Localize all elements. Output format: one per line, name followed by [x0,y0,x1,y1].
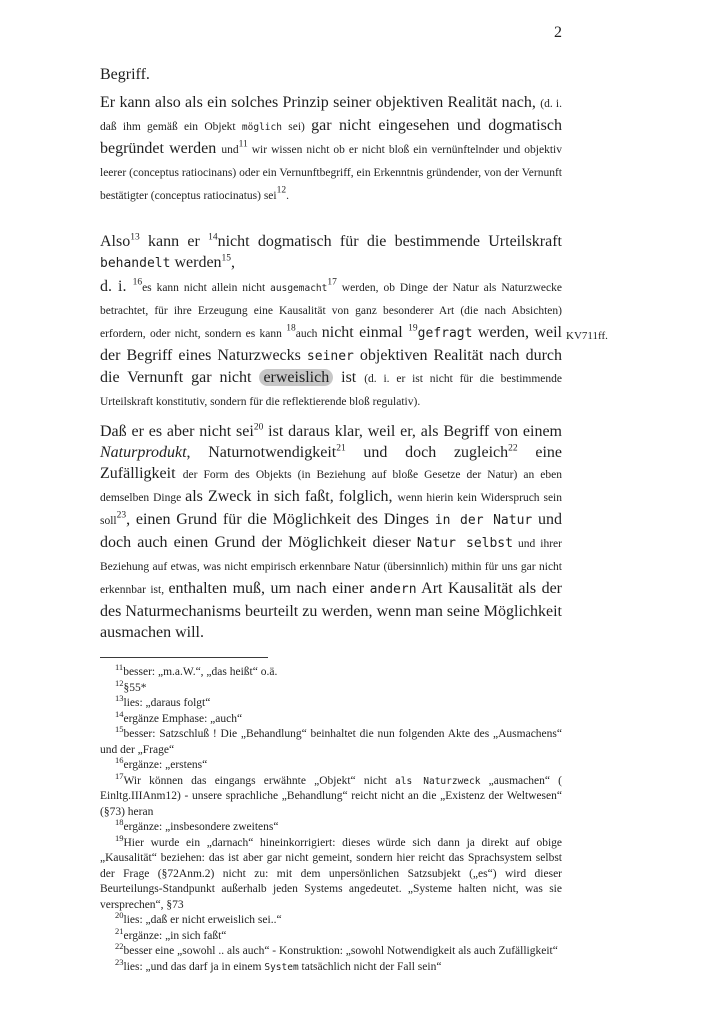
footnote-number: 23 [115,956,124,967]
text-segment: gar nicht eingesehen und dogmatisch begründet werden [100,117,563,157]
footnote-15 [100,724,562,758]
text-segment: behandelt [100,256,171,271]
footnote-text [124,961,442,973]
paragraph-4 [100,421,562,643]
footnote-19 [100,832,562,914]
footnote-marker: 19 [408,323,418,334]
footnote-number: 16 [115,755,124,766]
footnote-text [124,914,282,926]
text-segment: besser eine „sowohl .. als auch“ - Konstruktion: „sowohl Notwendigkeit als auch Zufälligkeit“ [123,945,558,957]
footnote-marker: 21 [336,443,346,454]
text-segment: sei) [281,121,312,133]
footnote-marker: 18 [286,323,296,334]
section-heading: Begriff. [100,66,150,83]
footnote-17 [100,770,562,821]
footnote-number: 15 [115,724,124,735]
text-segment: kann er [139,233,209,250]
text-segment: auch [295,328,322,340]
text-segment: möglich [241,122,282,133]
footnote-20 [100,910,562,929]
footnote-23 [100,956,562,976]
text-segment: Art Kausalität als der des Naturmechanisms beurteilt zu werden, wenn man seine Möglichkeit ausmachen will. [100,580,562,641]
text-segment: ergänze: „insbesondere zweitens“ [123,821,279,833]
footnote-text [124,713,243,725]
footnote-22 [100,941,562,960]
text-segment: Er kann also als ein solches Prinzip seiner objektiven Realität nach, [100,94,541,111]
footnote-number: 19 [115,832,124,843]
text-segment: nicht dogmatisch für die bestimmende Urteilskraft [217,233,562,250]
footnote-number: 13 [115,693,124,704]
text-segment: , Naturnotwendigkeit [186,444,337,461]
footnote-text [124,821,279,833]
footnote-marker: 15 [221,253,232,264]
text-segment: werden, ob Dinge der Natur als Naturzwecke betrachtet, für ihre Erzeugung eine Kausalität von ganz besonderer Art (die nach Absichten) erfordern, oder nicht, sondern es kann [100,282,562,340]
footnote-marker: 17 [327,277,337,288]
paragraph-2 [100,231,562,274]
text-segment: §55* [123,681,147,694]
footnote-text [124,945,558,957]
footnote-11 [100,662,562,681]
text-segment: lies: „daraus folgt“ [123,697,211,709]
text-segment: Wir können das eingangs erwähnte „Objekt“ nicht [123,774,396,787]
text-segment: ausgemacht [270,283,328,294]
text-segment: und ihrer Beziehung auf etwas, was nicht empirisch erkennbare Natur (übersinnlich) mithin für uns gar nicht erkennbar ist, [100,538,562,596]
text-segment: gefragt [417,326,473,341]
footnote-12 [100,677,562,697]
text-segment: objektiven Realität nach durch die Vernunft gar nicht [100,347,562,386]
text-segment: Daß er es aber nicht sei [100,423,254,440]
footnote-marker: 22 [508,443,518,454]
text-segment: lies: „und das darf ja in einem [123,960,265,973]
footnote-number: 21 [115,925,124,936]
footnote-13 [100,693,562,712]
footnote-text [100,728,562,756]
footnote-marker: 12 [276,185,287,196]
footnote-number: 11 [115,662,124,673]
text-segment: ergänze: „in sich faßt“ [123,929,227,942]
text-segment: . [286,190,289,202]
page-number: 2 [554,24,562,41]
footnote-number: 20 [115,910,124,921]
text-segment: Natur selbst [416,536,513,551]
text-segment: wir wissen nicht ob er nicht bloß ein vernünftelnder und objektiv leerer (conceptus ratiocinans) oder ein Vernunftbegriff, ein Erkenntnis gründender, von der Vernunft bestätigter (conceptus ratiocinatus) sei [100,144,562,202]
text-segment: wenn hierin kein Widerspruch sein soll [100,492,562,527]
text-segment: , einen Grund für die Möglichkeit des Dinges [126,511,435,528]
footnote-18 [100,817,562,836]
footnote-text [124,697,211,709]
text-segment: als Zweck in sich faßt, folglich, [185,488,398,505]
text-segment: besser: „m.a.W.“, „das heißt“ o.ä. [123,666,278,678]
text-segment: System [264,961,299,973]
text-segment: Naturprodukt [100,444,187,461]
text-segment: ergänze Emphase: „auch“ [123,712,243,725]
text-segment: seiner [306,349,354,364]
text-segment: ergänze: „erstens“ [123,759,208,771]
text-segment: und doch auch einen Grund der Möglichkeit dieser [100,511,562,551]
footnote-marker: 11 [238,139,248,150]
text-segment: , [231,254,236,271]
text-segment: werden [170,254,222,271]
footnote-marker: 20 [253,422,264,433]
footnote-16 [100,755,562,774]
text-segment: und doch zugleich [345,444,509,461]
text-segment: (d. i. daß ihm gemäß ein Objekt [100,98,562,133]
footnote-marker: 23 [116,510,127,521]
paragraph-1 [100,92,562,207]
text-segment: eine Zufälligkeit [100,444,563,482]
paragraph-3 [100,276,562,413]
text-segment: enthalten muß, um nach einer [168,580,370,597]
text-segment: nicht einmal [321,324,409,341]
text-segment: besser: Satzschluß ! Die „Behandlung“ beinhaltet die nun folgenden Akte des „Ausmachens“ und der „Frage“ [100,728,562,756]
text-block [100,64,562,975]
highlighted-text: erweislich [259,369,333,386]
text-segment: ist [333,369,365,386]
footnote-marker: 16 [132,277,143,288]
footnote-text [124,682,147,694]
text-segment: werden, weil der Begriff eines Naturzwecks [100,324,562,364]
text-segment: in der Natur [434,513,533,528]
footnote-text [100,837,562,911]
footnote-number: 14 [115,708,124,719]
footnote-text [100,775,562,818]
footnote-text [123,666,277,678]
text-segment: tatsächlich nicht der Fall sein“ [298,960,442,973]
footnote-number: 17 [115,770,124,781]
text-segment: „ausmachen“ ( Einltg.IIIAnm12) - unsere sprachliche „Behandlung“ reicht nicht an die „Existenz der Weltwesen“ (§73) heran [100,774,562,818]
footnote-marker: 14 [208,232,218,243]
text-segment: und [221,144,239,156]
footnote-number: 22 [115,941,124,952]
footnote-rule [100,657,268,658]
footnote-14 [100,708,562,728]
text-segment: lies: „daß er nicht erweislich sei..“ [123,914,282,926]
text-segment: d. i. [100,278,133,295]
text-segment: es kann nicht allein nicht [142,282,271,294]
text-segment: der Form des Objekts (in Beziehung auf bloße Gesetze der Natur) an eben demselben Dinge [100,469,563,504]
footnote-number: 12 [115,677,124,688]
text-segment: ist daraus klar, weil er, als Begriff von einem [263,423,562,440]
footnote-marker: 13 [130,232,140,243]
text-segment: andern [369,582,417,597]
footnote-text [124,759,208,771]
text-segment: Also [100,233,131,250]
footnote-number: 18 [115,817,124,828]
text-segment: (d. i. er ist nicht für die bestimmende Urteilskraft konstitutiv, sondern für die reflektierende bloß regulativ). [100,373,562,408]
text-segment: Hier wurde ein „darnach“ hineinkorrigiert: dieses würde sich dann ja direkt auf obige „Kausalität“ beziehen: das ist aber gar nicht gemeint, sondern hier reicht das Sprachsystem selbst der Frage (§72Anm.2) nicht zu: mit dem unpersönlichen Satzsubjekt („es“) wird dieser Beurteilungs-Standpunkt außerhalb jeden Systems angedeutet. „Systeme halten nicht, was sie versprechen“, §73 [100,836,562,911]
footnote-text [124,930,227,942]
footnote-21 [100,925,562,945]
text-segment: als Naturzweck [395,775,481,787]
margin-note: KV711ff. [566,330,608,342]
